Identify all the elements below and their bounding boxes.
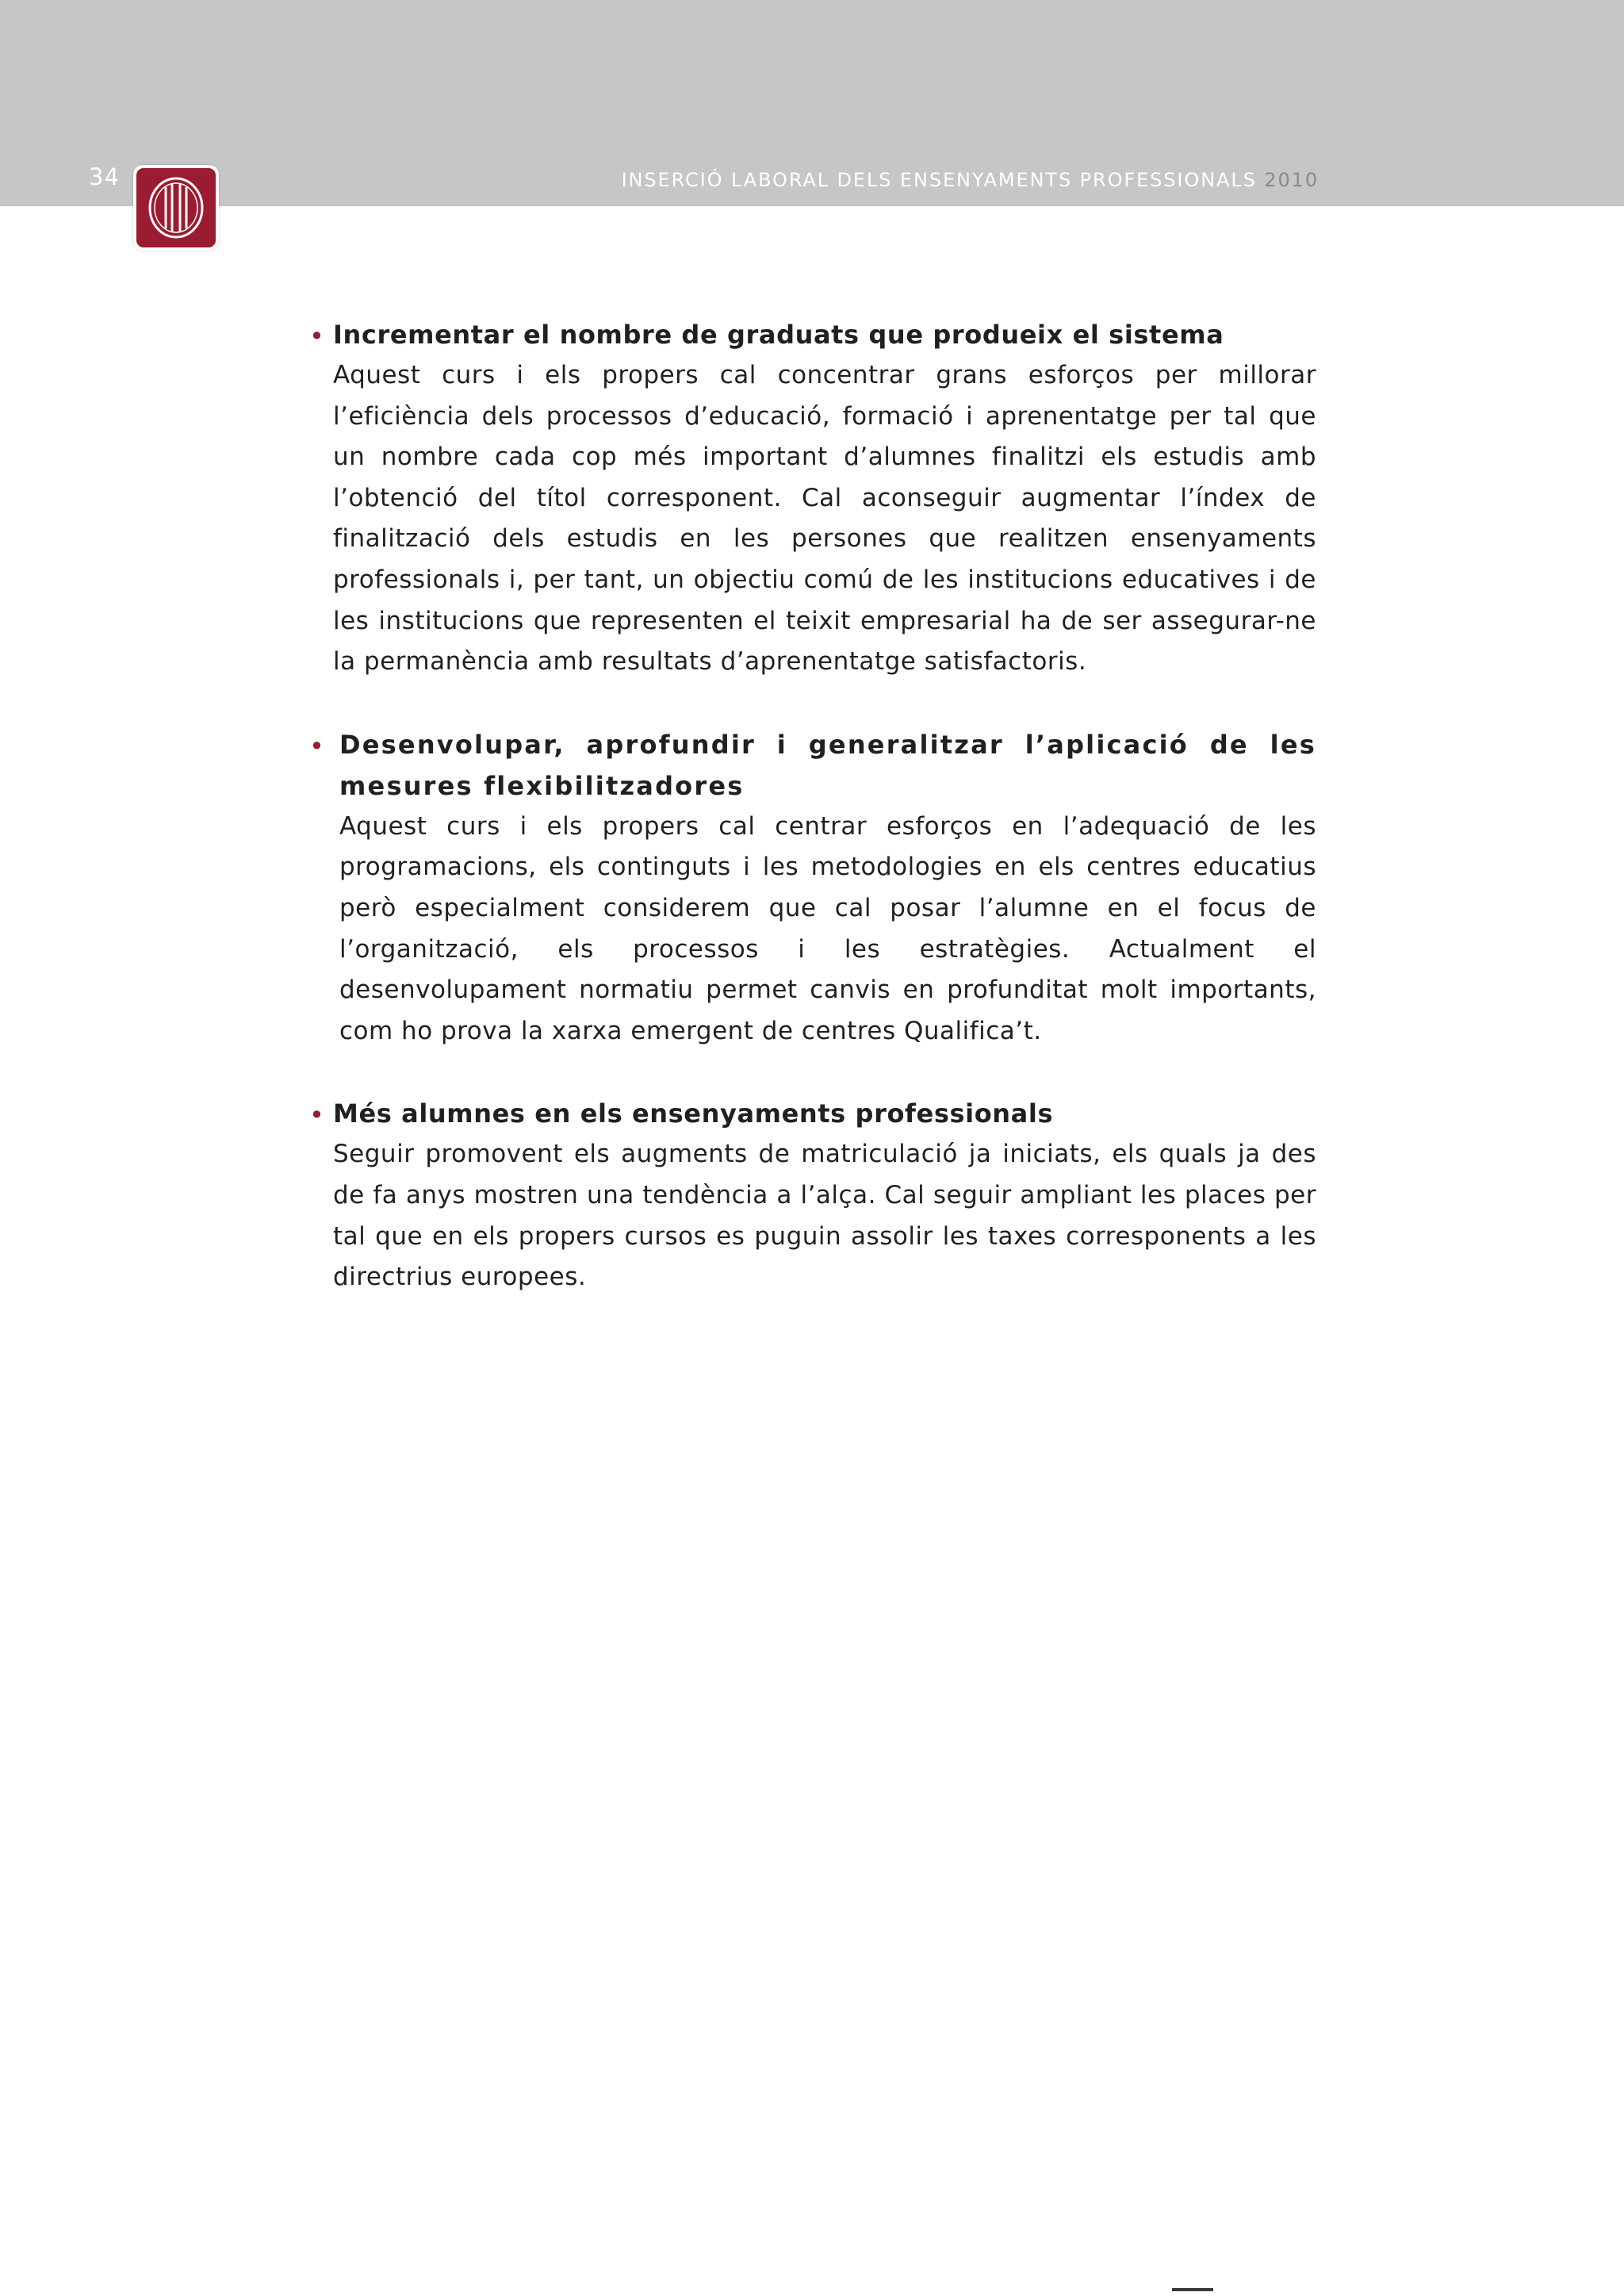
- section-title: Desenvolupar, aprofundir i generalitzar l’aplicació de les mesures flexibilitzadores: [339, 729, 1316, 801]
- page-number: 34: [89, 163, 120, 190]
- bullet: •: [309, 1100, 324, 1131]
- bullet: •: [309, 730, 324, 761]
- generalitat-logo: [133, 165, 219, 251]
- footer-mark: [1172, 2288, 1213, 2291]
- catalan-senyera-seal-icon: [136, 168, 216, 247]
- bullet: •: [309, 321, 324, 351]
- section-body: Seguir promovent els augments de matriculació ja iniciats, els quals ja des de fa anys mostren una tendència a l’alça. Cal seguir ampliant les places per tal que en els propers cursos es puguin assolir les taxes corresponents a les directrius europees.: [333, 1140, 1316, 1292]
- running-title: [622, 169, 1319, 191]
- section-body: Aquest curs i els propers cal concentrar grans esforços per millorar l’eficiència dels processos d’educació, formació i aprenentatge per tal que un nombre cada cop més important d’alumnes finalitzi els estudis amb l’obtenció del títol corresponent. Cal aconseguir augmentar l’índex de finalització dels estudis en les persones que realitzen ensenyaments professionals i, per tant, un objectiu comú de les institucions educatives i de les institucions que representen el teixit empresarial ha de ser assegurar-ne la permanència amb resultats d’aprenentatge satisfactoris.: [333, 361, 1316, 677]
- section-graduates: [309, 314, 1316, 683]
- running-title-year: 2010: [1264, 169, 1319, 191]
- section-more-students: [309, 1093, 1316, 1297]
- section-title: Més alumnes en els ensenyaments professionals: [333, 1098, 1054, 1129]
- running-title-text: INSERCIÓ LABORAL DELS ENSENYAMENTS PROFESSIONALS: [621, 169, 1257, 191]
- section-body: Aquest curs i els propers cal centrar esforços en l’adequació de les programacions, els continguts i les metodologies en els centres educatius però especialment considerem que cal posar l’alumne en el focus de l’organització, els processos i les estratègies. Actualment el desenvolupament normatiu permet canvis en profunditat molt importants, com ho prova la xarxa emergent de centres Qualifica’t.: [339, 811, 1316, 1045]
- section-flexibility: [309, 724, 1316, 1052]
- section-title: Incrementar el nombre de graduats que produeix el sistema: [333, 320, 1224, 350]
- main-content: [309, 314, 1316, 1340]
